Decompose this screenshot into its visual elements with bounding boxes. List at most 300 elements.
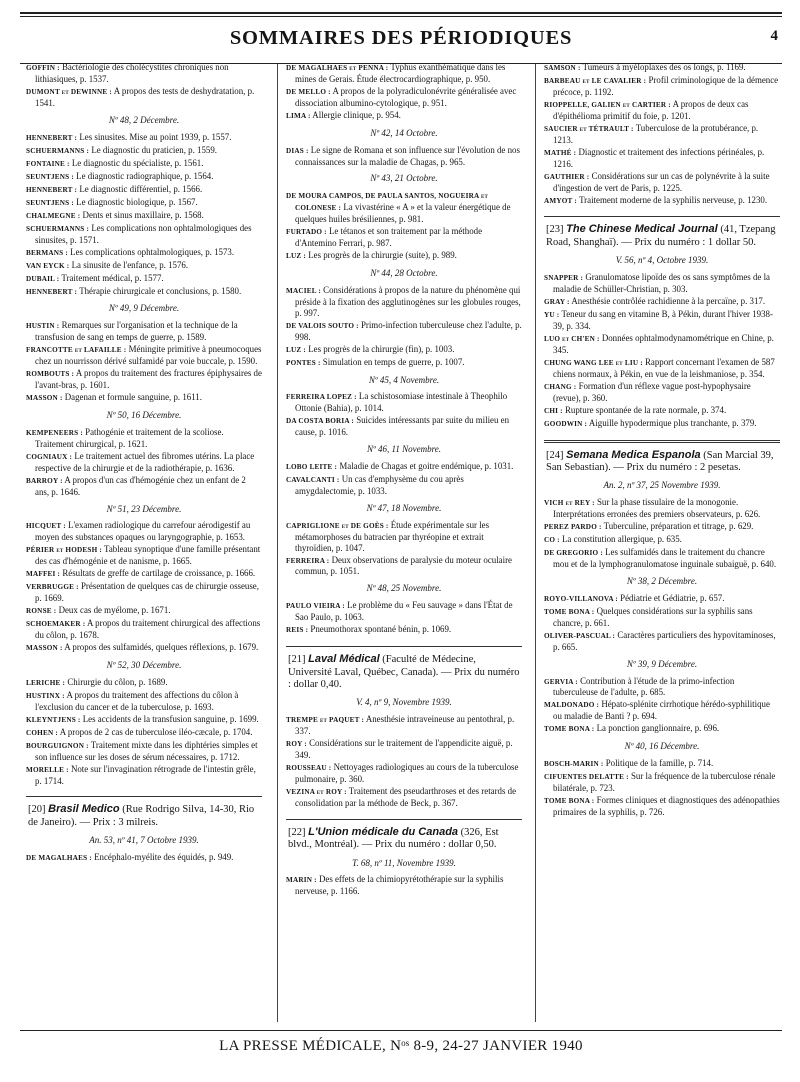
journal-name: Laval Médical	[308, 653, 380, 666]
article-entry	[544, 593, 780, 605]
author-names: ROY :	[286, 740, 307, 749]
section-divider	[544, 216, 780, 217]
article-entry	[26, 581, 262, 604]
journal-details: (41, Tzepang Road, Shanghaï). — Prix du numéro : 1 dollar 50.	[546, 224, 776, 248]
article-entry	[26, 568, 262, 580]
article-entry	[26, 475, 262, 498]
author-names: LERICHE :	[26, 678, 66, 687]
article-entry	[26, 210, 262, 222]
author-names: SEUNTJENS :	[26, 172, 74, 181]
article-entry	[544, 296, 780, 308]
article-entry	[286, 520, 522, 554]
article-entry	[544, 147, 780, 170]
article-title: Simulation en temps de guerre, p. 1007.	[322, 356, 465, 367]
article-entry	[26, 273, 262, 285]
article-entry	[544, 534, 780, 546]
article-title: Teneur du sang en vitamine B, à Pékin, durant l'hiver 1938-39, p. 334.	[553, 309, 773, 331]
article-title: La ponction ganglionnaire, p. 696.	[596, 723, 720, 734]
column-divider	[535, 64, 536, 1022]
article-title: Formes cliniques et diagnostiques des adénopathies primaires de la syphilis, p. 726.	[553, 795, 780, 817]
author-names: CO :	[544, 536, 560, 545]
article-entry	[544, 171, 780, 194]
author-names: SEUNTJENS :	[26, 198, 74, 207]
article-title: Le diagnostic différentiel, p. 1566.	[79, 183, 203, 194]
article-title: Chirurgie du côlon, p. 1689.	[67, 676, 168, 687]
author-names: AMYOT :	[544, 196, 578, 205]
issue-heading: Nº 43, 21 Octobre.	[370, 173, 438, 184]
author-names: SAUCIER et TÉTRAULT :	[544, 124, 634, 133]
article-entry	[544, 381, 780, 404]
author-names: DE VALOIS SOUTO :	[286, 321, 359, 330]
author-names: LIMA :	[286, 111, 311, 120]
article-title: A propos de deux cas d'épithélioma primitif du foie, p. 1201.	[553, 98, 749, 121]
author-names: FURTADO :	[286, 228, 327, 237]
article-entry	[544, 758, 780, 770]
page-footer	[20, 1030, 782, 1060]
author-names: MARIN :	[286, 876, 317, 885]
journal-number: [24]	[546, 449, 564, 461]
author-names: ROMBOUTS :	[26, 370, 75, 379]
article-title: Le signe de Romana et son influence sur l'évolution de nos connaissances sur la maladie de Chagas, p. 965.	[295, 144, 520, 167]
article-entry	[26, 642, 262, 654]
article-title: Dagenan et formule sanguine, p. 1611.	[64, 392, 202, 403]
author-names: TREMPE et PAQUET :	[286, 716, 365, 725]
issue-heading: Nº 45, 4 Novembre.	[368, 374, 440, 385]
author-names: YU :	[544, 311, 560, 320]
issue-heading: V. 56, nº 4, Octobre 1939.	[615, 255, 709, 266]
article-entry	[544, 723, 780, 735]
article-entry	[26, 62, 262, 85]
author-names: DE MOURA CAMPOS, DE PAULA SANTOS, NOGUEIRA et COLONESE :	[286, 192, 489, 213]
author-names: MORELLE :	[26, 765, 69, 774]
author-names: PÉRIER et HODESH :	[26, 546, 102, 555]
author-names: CIFUENTES DELATTE :	[544, 773, 629, 782]
article-entry	[26, 740, 262, 763]
journal-name: The Chinese Medical Journal	[566, 223, 718, 236]
article-entry	[26, 677, 262, 689]
article-title: Anesthésie contrôlée rachidienne à la percaïne, p. 317.	[571, 296, 766, 307]
article-title: Suicides intéressants par suite du milieu en cause, p. 1016.	[295, 415, 510, 438]
article-title: Les sinusites. Mise au point 1939, p. 1557.	[79, 131, 232, 142]
author-names: GOODWIN :	[544, 419, 588, 428]
author-names: MASSON :	[26, 644, 63, 653]
article-title: Le diagnostic radiographique, p. 1564.	[76, 170, 214, 181]
article-title: Granulomatose lipoïde des os sans symptômes de la maladie de Schüller-Christian, p. 303.	[553, 272, 770, 295]
article-title: Rapport concernant l'examen de 587 chiens normaux, à Pékin, en vue de la leishmaniose, p. 354.	[553, 356, 775, 379]
author-names: HUSTIN :	[26, 322, 60, 331]
author-names: KEMPENEERS :	[26, 428, 83, 437]
article-title: Anesthésie intraveineuse au pentothral, p. 337.	[295, 714, 515, 737]
author-names: GOFFIN :	[26, 64, 60, 72]
section-divider	[544, 440, 780, 443]
article-title: Des effets de la chimiopyrétothérapie sur la syphilis nerveuse, p. 1166.	[295, 874, 504, 897]
author-names: BARROY :	[26, 476, 63, 485]
article-entry	[286, 391, 522, 414]
article-entry	[26, 690, 262, 713]
article-title: Aiguille hypodermique plus tranchante, p. 379.	[588, 417, 757, 428]
article-title: La sinusite de l'enfance, p. 1576.	[71, 259, 189, 270]
article-entry	[286, 600, 522, 623]
author-names: KLEYNTJENS :	[26, 715, 81, 724]
article-entry	[544, 676, 780, 699]
author-names: MATHÉ :	[544, 148, 577, 157]
article-entry	[26, 145, 262, 157]
author-names: HUSTINX :	[26, 691, 65, 700]
header-top-rule-thin	[20, 16, 782, 17]
article-title: Allergie clinique, p. 954.	[312, 109, 401, 120]
article-title: Traitement moderne de la syphilis nerveuse, p. 1230.	[579, 194, 768, 205]
issue-heading: Nº 52, 30 Décembre.	[106, 659, 182, 670]
author-names: DA COSTA BORIA :	[286, 417, 354, 426]
article-entry	[26, 86, 262, 109]
author-names: CHI :	[544, 406, 563, 415]
article-entry	[286, 474, 522, 497]
author-names: CHANG :	[544, 382, 577, 391]
issue-heading: Nº 38, 2 Décembre.	[626, 576, 698, 587]
article-title: L'examen radiologique du carrefour aérodigestif au moyen des substances opaques ou laryngographie, p. 1653.	[35, 520, 251, 543]
article-title: La vivastérine « A » et la valeur énergétique de quelques huiles brésiliennes, p. 981.	[295, 202, 511, 225]
article-entry	[286, 624, 522, 636]
journal-heading	[544, 449, 780, 475]
article-title: Deux cas de myélome, p. 1671.	[58, 605, 171, 616]
article-entry	[286, 738, 522, 761]
author-names: MAFFEI :	[26, 570, 61, 579]
issue-heading: Nº 48, 25 Novembre.	[366, 583, 442, 594]
author-names: LUZ :	[286, 252, 306, 261]
author-names: DE GREGORIO :	[544, 549, 603, 558]
author-names: HENNEBERT :	[26, 185, 78, 194]
article-entry	[544, 606, 780, 629]
article-title: Profil criminologique de la démence précoce, p. 1192.	[553, 75, 779, 97]
author-names: ROUSSEAU :	[286, 764, 332, 773]
author-names: PEREZ PARDO :	[544, 523, 602, 532]
article-entry	[286, 86, 522, 109]
article-entry	[26, 605, 262, 617]
article-entry	[26, 427, 262, 450]
article-title: Quelques considérations sur la syphilis sans chancre, p. 661.	[553, 605, 753, 628]
article-entry	[26, 158, 262, 170]
article-title: Considérations sur un cas de polynévrite à la suite d'ingestion de vert de Paris, p. 1225.	[553, 170, 770, 193]
section-divider	[26, 796, 262, 797]
article-title: A propos des tests de deshydratation, p. 1541.	[35, 85, 255, 108]
article-title: Le diagnostic du spécialiste, p. 1561.	[71, 157, 204, 168]
article-title: Les complications non ophtalmologiques des sinusites, p. 1571.	[35, 222, 252, 245]
issue-heading: Nº 42, 14 Octobre.	[370, 127, 438, 138]
author-names: CHUNG WANG LEE et LIU :	[544, 358, 643, 367]
article-entry	[544, 521, 780, 533]
article-title: Note sur l'invagination rétrograde de l'intestin grêle, p. 1714.	[35, 763, 256, 786]
author-names: LUO et CH'EN :	[544, 334, 600, 343]
article-title: Un cas d'emphysème du cou après amygdalectomie, p. 1033.	[295, 474, 464, 496]
article-title: Rupture spontanée de la rate normale, p. 374.	[565, 404, 727, 415]
article-title: La constitution allergique, p. 635.	[562, 534, 682, 545]
article-entry	[26, 852, 262, 864]
article-title: A propos des sulfamidés, quelques réflexions, p. 1679.	[64, 642, 259, 653]
article-entry	[544, 630, 780, 653]
article-entry	[26, 344, 262, 367]
article-entry	[544, 547, 780, 570]
article-title: Considérations à propos de la nature du phénomène qui préside à la fixation des agglutinogènes sur les globules rouges, p. 997.	[295, 284, 521, 318]
journal-name: L'Union médicale du Canada	[308, 825, 459, 838]
page-header	[20, 19, 782, 63]
article-entry	[26, 520, 262, 543]
article-title: A propos du traitement chirurgical des affections du côlon, p. 1678.	[35, 618, 261, 641]
article-title: Politique de la famille, p. 714.	[605, 758, 714, 769]
author-names: GERVIA :	[544, 677, 578, 686]
article-title: Primo-infection tuberculeuse chez l'adulte, p. 998.	[295, 319, 522, 342]
author-names: VAN EYCK :	[26, 261, 70, 270]
article-entry	[544, 309, 780, 332]
author-names: RONSE :	[26, 607, 57, 616]
article-entry	[286, 190, 522, 225]
author-names: HICQUET :	[26, 522, 66, 531]
article-title: Les accidents de la transfusion sanguine, p. 1699.	[82, 713, 259, 724]
article-entry	[286, 344, 522, 356]
article-entry	[26, 544, 262, 567]
article-title: Caractères particuliers des hypovitaminoses, p. 665.	[553, 629, 776, 652]
journal-details: (San Marcial 39, San Sebastian). — Prix du numéro : 2 pesetas.	[546, 449, 774, 473]
article-entry	[544, 195, 780, 207]
journal-details: (326, Est blvd., Montréal). — Prix du numéro : dollar 0,50.	[288, 826, 499, 851]
article-title: Remarques sur l'organisation et la technique de la transfusion de sang en temps de guerre, p. 1589.	[35, 320, 238, 343]
article-entry	[26, 247, 262, 259]
author-names: MACIEL :	[286, 286, 321, 295]
journal-name: Semana Medica Espanola	[566, 448, 701, 461]
journal-details: (Rue Rodrigo Silva, 14-30, Rio de Janeiro). — Prix : 3 milreis.	[28, 804, 255, 828]
author-names: TOME BONA :	[544, 607, 595, 616]
issue-heading: Nº 44, 28 Octobre.	[370, 267, 438, 278]
author-names: HENNEBERT :	[26, 287, 78, 296]
journal-details: (Faculté de Médecine, Université Laval, Québec, Canada). — Prix du numéro : dollar 0,40.	[288, 654, 520, 690]
article-entry	[544, 62, 780, 74]
article-entry	[26, 618, 262, 641]
author-names: BERMANS :	[26, 248, 68, 257]
article-title: Traitement mixte dans les diphtéries simples et son influence sur les doses de sérum nécessaires, p. 1712.	[35, 739, 258, 762]
article-entry	[544, 99, 780, 122]
article-title: Pathogénie et traitement de la scoliose. Traitement chirurgical, p. 1621.	[35, 426, 224, 449]
author-names: VICH et REY :	[544, 499, 595, 508]
article-title: Sur la fréquence de la tuberculose rénale bilatérale, p. 723.	[553, 771, 776, 794]
author-names: TOME BONA :	[544, 725, 595, 734]
column-middle	[286, 62, 522, 1024]
author-names: SAMSON :	[544, 64, 581, 72]
article-entry	[286, 415, 522, 438]
journal-number: [23]	[546, 224, 564, 236]
article-title: Les complications ophtalmologiques, p. 1573.	[70, 246, 235, 257]
article-title: Nettoyages radiologiques au cours de la tuberculose pulmonaire, p. 360.	[295, 762, 519, 784]
author-names: PAULO VIEIRA :	[286, 602, 345, 611]
article-title: Présentation de quelques cas de chirurgie osseuse, p. 1669.	[35, 581, 259, 604]
footer-rule	[20, 1030, 782, 1031]
article-title: Tumeurs à myéloplaxes des os longs, p. 1169.	[582, 62, 746, 72]
article-entry	[26, 451, 262, 474]
issue-heading: Nº 39, 9 Décembre.	[626, 658, 698, 669]
article-title: Encéphalo-myélite des équidés, p. 949.	[94, 852, 234, 863]
author-names: RIOPPELLE, GALIEN et CARTIER :	[544, 100, 671, 109]
author-names: REIS :	[286, 626, 309, 635]
article-title: Traitement médical, p. 1577.	[61, 272, 164, 283]
article-entry	[286, 874, 522, 897]
article-entry	[544, 699, 780, 722]
author-names: DE MELLO :	[286, 87, 331, 96]
article-entry	[26, 764, 262, 787]
article-title: Pédiatrie et Gédiatrie, p. 657.	[620, 592, 725, 603]
article-title: A propos d'un cas d'hémogénie chez un enfant de 2 ans, p. 1646.	[35, 474, 246, 497]
author-names: VEZINA et ROY :	[286, 787, 347, 796]
issue-heading: Nº 51, 23 Décembre.	[106, 503, 182, 514]
article-entry	[544, 75, 780, 98]
article-title: Hépato-splénite cirrhotique hérédo-syphilitique ou maladie de Banti ? p. 694.	[553, 699, 770, 722]
author-names: VERBRUGGE :	[26, 583, 79, 592]
article-entry	[286, 762, 522, 785]
issue-heading: Nº 50, 16 Décembre.	[106, 409, 182, 420]
author-names: GAUTHIER :	[544, 172, 590, 181]
footer-publication-line: LA PRESSE MÉDICALE, Nᵒˢ 8-9, 24-27 JANVIER 1940	[219, 1038, 583, 1054]
article-entry	[26, 223, 262, 246]
author-names: ROYO-VILLANOVA :	[544, 594, 618, 603]
article-title: Deux observations de paralysie du moteur oculaire commun, p. 1051.	[295, 554, 512, 577]
article-entry	[544, 795, 780, 818]
journal-page	[20, 12, 782, 1072]
issue-heading: V. 4, nº 9, Novembre 1939.	[356, 697, 452, 708]
article-entry	[286, 285, 522, 319]
issue-heading: Nº 46, 11 Novembre.	[366, 444, 442, 455]
author-names: LOBO LEITE :	[286, 463, 338, 472]
author-names: COGNIAUX :	[26, 452, 73, 461]
issue-heading: Nº 40, 16 Décembre.	[624, 741, 700, 752]
article-entry	[544, 272, 780, 295]
article-entry	[26, 286, 262, 298]
article-title: Contribution à l'étude de la primo-infection tuberculeuse de l'adulte, p. 685.	[553, 675, 735, 698]
article-title: Les progrès de la chirurgie (fin), p. 1003.	[308, 343, 455, 354]
article-entry	[286, 461, 522, 473]
article-title: Considérations sur le traitement de l'appendicite aiguë, p. 349.	[295, 738, 513, 761]
article-title: Traitement des pseudarthroses et des retards de consolidation par la méthode de Beck, p. 367.	[295, 785, 517, 808]
author-names: COHEN :	[26, 728, 58, 737]
author-names: SCHUERMANNS :	[26, 224, 90, 233]
article-title: Étude expérimentale sur les métamorphoses du batracien par thyréopine et extrait thyroïdien, p. 1047.	[295, 519, 490, 553]
author-names: FERREIRA :	[286, 556, 330, 565]
article-entry	[286, 357, 522, 369]
author-names: TOME BONA :	[544, 797, 595, 806]
article-entry	[26, 727, 262, 739]
author-names: BOURGUIGNON :	[26, 741, 89, 750]
author-names: BOSCH-MARIN :	[544, 760, 604, 769]
article-title: Le diagnostic du praticien, p. 1559.	[91, 144, 218, 155]
article-entry	[26, 132, 262, 144]
author-names: DE MAGALHAES et PENNA :	[286, 64, 389, 72]
section-divider	[286, 819, 522, 820]
article-entry	[26, 260, 262, 272]
article-entry	[544, 418, 780, 430]
article-entry	[26, 184, 262, 196]
article-title: Bactériologie des cholécystites chroniques non lithiasiques, p. 1537.	[35, 62, 229, 84]
article-title: Sur la phase tissulaire de la monogonie. Interprétations erronées des premiers observateurs, p. 626.	[553, 497, 761, 520]
author-names: FRANCOTTE et LAFAILLE :	[26, 346, 127, 355]
author-names: SCHOEMAKER :	[26, 620, 86, 629]
issue-heading: Nº 48, 2 Décembre.	[108, 114, 180, 125]
article-title: Résultats de greffe de cartilage de croissance, p. 1666.	[62, 568, 256, 579]
article-title: Les sulfamidés dans le traitement du chancre mou et de la lymphogranulomatose inguinale subaiguë, p. 640.	[553, 547, 777, 570]
article-entry	[286, 714, 522, 737]
article-entry	[26, 368, 262, 391]
article-title: Maladie de Chagas et goitre endémique, p. 1031.	[339, 461, 514, 472]
header-top-rule	[20, 12, 782, 14]
journal-number: [21]	[288, 654, 306, 666]
author-names: CAPRIGLIONE et DE GOÈS :	[286, 521, 389, 530]
article-title: Tuberculine, préparation et titrage, p. 629.	[603, 521, 754, 532]
article-title: Formation d'un réflexe vague post-hypophysaire (revue), p. 360.	[553, 380, 751, 403]
article-title: Le tétanos et son traitement par la méthode d'Antemino Ferrari, p. 987.	[295, 226, 483, 249]
issue-heading: Nº 47, 18 Novembre.	[366, 502, 442, 513]
article-title: Les progrès de la chirurgie (suite), p. 989.	[308, 250, 457, 261]
article-entry	[544, 405, 780, 417]
section-divider	[286, 646, 522, 647]
article-entry	[286, 110, 522, 122]
journal-heading	[286, 826, 522, 852]
journal-heading	[26, 803, 262, 829]
article-title: A propos du traitement des affections du côlon à l'exclusion du cancer et de la tuberculose, p. 1693.	[35, 689, 239, 712]
column-left	[26, 62, 262, 1024]
issue-heading: An. 2, nº 37, 25 Novembre 1939.	[603, 480, 721, 491]
article-entry	[286, 320, 522, 343]
article-entry	[286, 786, 522, 809]
author-names: LUZ :	[286, 345, 306, 354]
article-entry	[26, 714, 262, 726]
article-entry	[286, 145, 522, 168]
author-names: FERREIRA LOPEZ :	[286, 393, 357, 402]
article-title: Thérapie chirurgicale et conclusions, p. 1580.	[79, 285, 242, 296]
article-title: Le diagnostic biologique, p. 1567.	[76, 196, 198, 207]
journal-heading	[286, 653, 522, 691]
article-title: Le traitement actuel des fibromes utérins. La place respective de la chirurgie et de la radiothérapie, p. 1636.	[35, 450, 255, 473]
journal-name: Brasil Medico	[48, 803, 120, 816]
page-number: 4	[770, 28, 778, 44]
article-title: Tableau synoptique d'une famille présentant des cas d'hémogénie et de nanisme, p. 1665.	[35, 544, 261, 567]
article-entry	[544, 357, 780, 380]
issue-heading: Nº 49, 9 Décembre.	[108, 303, 180, 314]
author-names: SCHUERMANNS :	[26, 146, 90, 155]
article-entry	[544, 771, 780, 794]
article-entry	[26, 392, 262, 404]
article-title: Le problème du « Feu sauvage » dans l'État de Sao Paulo, p. 1063.	[295, 600, 513, 623]
article-entry	[286, 250, 522, 262]
article-entry	[286, 226, 522, 249]
article-title: A propos de 2 cas de tuberculose iléo-cæcale, p. 1704.	[59, 726, 253, 737]
article-entry	[286, 555, 522, 578]
journal-number: [22]	[288, 826, 306, 838]
journal-heading	[544, 223, 780, 249]
article-entry	[544, 497, 780, 520]
author-names: CHALMEGNE :	[26, 211, 81, 220]
issue-heading: An. 53, nº 41, 7 Octobre 1939.	[89, 835, 199, 846]
article-title: A propos du traitement des fractures épiphysaires de l'avant-bras, p. 1601.	[35, 368, 262, 391]
author-names: FONTAINE :	[26, 159, 70, 168]
author-names: DE MAGALHAES :	[26, 854, 92, 863]
article-entry	[26, 320, 262, 343]
column-right	[544, 62, 780, 1024]
author-names: DUMONT et DEWINNE :	[26, 87, 113, 96]
author-names: MASSON :	[26, 394, 63, 403]
article-entry	[26, 171, 262, 183]
article-title: Diagnostic et traitement des infections périnéales, p. 1216.	[553, 146, 765, 169]
article-title: Tuberculose de la protubérance, p. 1213.	[553, 122, 759, 145]
author-names: CAVALCANTI :	[286, 476, 340, 485]
article-title: Méningite primitive à pneumocoques chez un nourrisson dérivé sulfamidé par voie buccale, p. 1590.	[35, 344, 262, 367]
article-title: Typhus exanthématique dans les mines de Gerais. Étude électrocardiographique, p. 950.	[295, 62, 506, 84]
journal-number: [20]	[28, 804, 46, 816]
author-names: DUBAIL :	[26, 274, 60, 283]
